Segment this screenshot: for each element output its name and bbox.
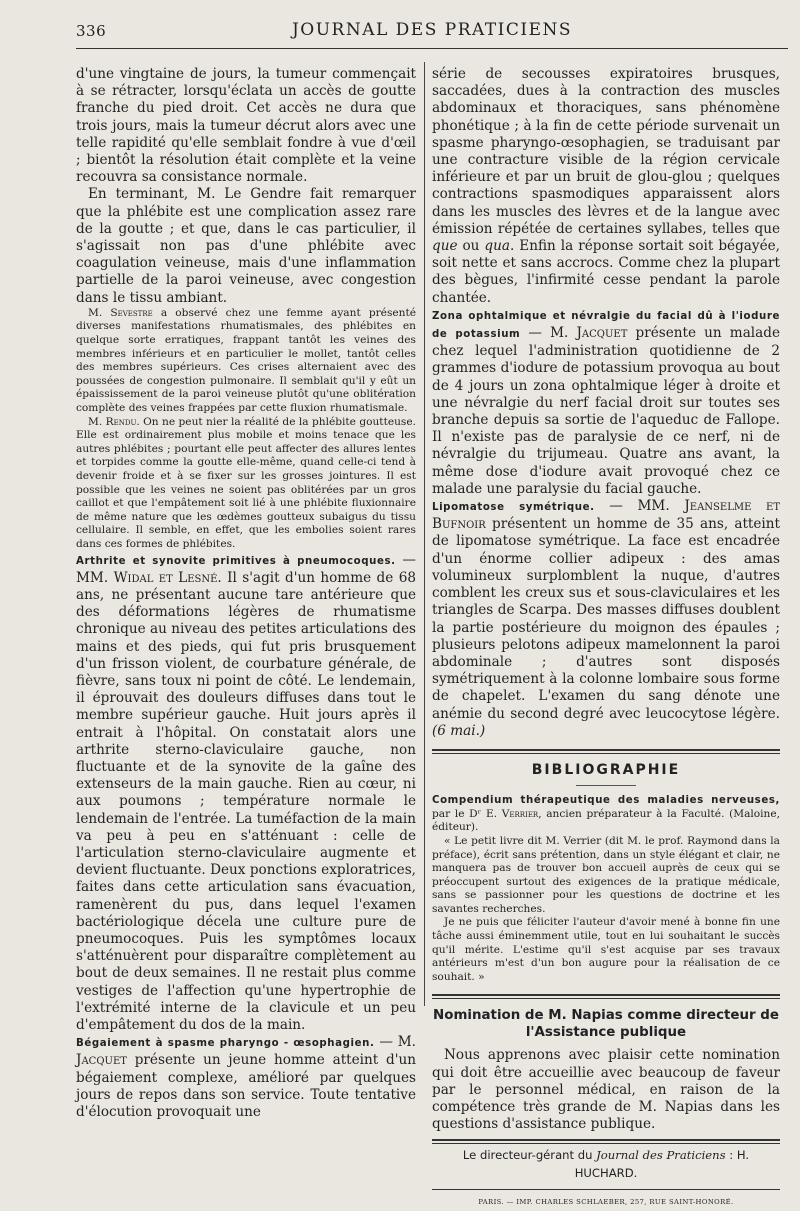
bibliographie-heading: BIBLIOGRAPHIE xyxy=(531,761,681,778)
rubric-compendium: Compendium thérapeutique des maladies nerveuses, xyxy=(432,795,780,807)
paragraph-begaiement-continued xyxy=(432,66,780,307)
arthrite-dash: — MM. xyxy=(76,551,416,586)
nomination-rule-bottom xyxy=(432,998,780,999)
begaiement-dash: — M. xyxy=(374,1034,416,1051)
author-rendu: Rendu xyxy=(105,415,137,428)
biblio-publisher: , ancien préparateur à la Faculté. (Maloine, éditeur). xyxy=(432,807,781,834)
zona-text: présente un malade chez lequel l'administration quotidienne de 2 grammes d'iodure de potassium provoqua au bout de 4 jours un zona ophtalmique léger à droite et une névralgie du nerf facial droit sur toutes ses branche depuis sa sortie de l'aqueduc de Fallope. Il n'existe pas de paralysie de ce nerf, ni de névralgie du trijumeau. Quatre ans avant, la même dose d'iodure avait provoqué chez ce malade une paralysie du facial gauche. xyxy=(432,325,780,497)
biblio-by: par le Dʳ E. xyxy=(432,807,502,820)
rubric-begaiement: Bégaiement à spasme pharyngo - œsophagien. xyxy=(76,1038,375,1050)
sevestre-prefix: M. xyxy=(88,306,111,319)
section-rule-bottom xyxy=(432,753,780,754)
printer-rule xyxy=(432,1189,780,1190)
printer-imprint: PARIS. — IMP. CHARLES SCHLAEBER, 257, RUE SAINT-HONORÉ. xyxy=(478,1197,734,1206)
arthrite-text: . Il s'agit d'un homme de 68 ans, ne présentant aucune tare antérieure que des déformations légères de rhumatisme chronique au niveau des petites articulations des mains et des pieds, qui fut pris brusquement d'un frisson violent, de courbature générale, de fièvre, sans toux ni point de côté. Le lendemain, il éprouvait des douleurs diffuses dans tout le membre supérieur gauche. Huit jours après il entrait à l'hôpital. On constatait alors une arthrite sterno-claviculaire gauche, non fluctuante et de la synovite de la gaîne des extenseurs de la main gauche. Rien au cœur, ni aux poumons ; température normale le lendemain de l'entrée. La tuméfaction de la main va peu à peu en s'atténuant : celle de l'articulation sterno-claviculaire augmente et devient fluctuante. Deux ponctions exploratrices, faites dans cette articulation sans évacuation, ramenèrent du pus, dans lequel l'examen bactériologique décela une culture pure de pneumocoques. Puis les symptômes locaux s'atténuèrent pour disparaître complètement au bout de deux semaines. Il ne restait plus comme vestiges de l'affection qu'une hypertrophie de l'extrémité interne de la clavicule et un peu d'empâtement du dos de la main. xyxy=(76,569,416,1034)
nomination-title: Nomination de M. Napias comme directeur de l'Assistance publique xyxy=(433,1008,779,1041)
begaiement-text: présente un jeune homme atteint d'un bégaiement complexe, amélioré par quelques jours de repos dans son service. Toute tentative d'élocution provoquait une xyxy=(76,1052,416,1121)
author-sevestre: Sevestre xyxy=(110,306,153,319)
nomination-rule-top xyxy=(432,994,780,996)
begaiement-cont-end: . Enfin la réponse sortait soit bégayée, soit nette et sans accrocs. Comme chez la plupart des bègues, l'infirmité cesse pendant la parole chantée. xyxy=(432,238,780,306)
section-rule-top xyxy=(432,749,780,751)
paragraph-sevestre xyxy=(76,307,416,416)
page-header xyxy=(76,20,788,44)
paragraph-lipomatose xyxy=(432,498,780,740)
sevestre-text: a observé chez une femme ayant présenté diverses manifestations rhumatismales, des phlébites en quelque sorte erratiques, frappant tantôt les veines des membres inférieurs et en particulier le mollet, tantôt celles des membres supérieurs. Ces crises alternaient avec des poussées de congestion pulmonaire. Il semblait qu'il y eût un épaississement de la paroi veineuse plutôt qu'une oblitération complète des veines frappées par cette fluxion rhumatismale. xyxy=(76,306,416,414)
rubric-arthrite: Arthrite et synovite primitives à pneumocoques. xyxy=(76,555,396,567)
director-manager-line xyxy=(432,1147,780,1181)
rendu-prefix: M. xyxy=(88,415,106,428)
authors-widal-lesne: Widal et Lesné xyxy=(113,569,218,586)
nomination-paragraph: Nous apprenons avec plaisir cette nomination qui doit être accueillie avec beaucoup de faveur par le personnel médical, en raison de la compétence très grande de M. Napias dans les questions d'assistance publique. xyxy=(432,1047,780,1133)
paragraph-rendu xyxy=(76,416,416,552)
gerant-name: : H. HUCHARD. xyxy=(574,1148,750,1180)
bibliography-quote-1: « Le petit livre dit M. Verrier (dit M. le prof. Raymond dans la préface), écrit sans prétention, dans un style élégant et clair, ne manquera pas de trouver bon accueil auprès de ceux qui se préoccupent surtout des exigences de la pratique médicale, sans se passionner pour les questions de doctrine et les savantes recherches. xyxy=(432,834,780,915)
column-divider xyxy=(424,62,425,1006)
bibliography-entry xyxy=(432,794,780,835)
header-rule xyxy=(76,48,788,49)
rubric-zona: Zona ophtalmique et névralgie du facial dû à l'iodure de potassium xyxy=(432,310,780,341)
paragraph-begaiement xyxy=(76,1034,416,1121)
gerant-prefix: Le directeur-gérant du xyxy=(462,1148,597,1163)
zona-dash: — M. xyxy=(520,325,577,342)
authors-jeanselme-bufnoir: Jeanselme et Bufnoir xyxy=(432,498,780,533)
page-number: 336 xyxy=(76,22,107,40)
bibliography-quote-2: Je ne puis que féliciter l'auteur d'avoir mené à bonne fin une tâche aussi éminemment utile, tout en lui souhaitant le succès qu'il mérite. L'estime qu'il s'est acquise par ses travaux antérieurs m'est d'un bon augure pour la réalisation de ce souhait. » xyxy=(432,916,780,983)
footer-rule-top xyxy=(432,1139,780,1141)
right-column xyxy=(432,66,780,1211)
gerant-journal: Journal des Praticiens xyxy=(596,1148,726,1163)
bibliographie-divider xyxy=(576,785,636,786)
paragraph-le-gendre-case: d'une vingtaine de jours, la tumeur commençait à se rétracter, lorsqu'éclata un accès de goutte franche du pied droit. Cet accès ne dura que trois jours, mais la tumeur décrut alors avec une telle rapidité qu'elle semblait fondre à vue d'œil ; bientôt la résolution était complète et la veine recouvra sa consistance normale. xyxy=(76,66,416,186)
paragraph-le-gendre-conclusion: En terminant, M. Le Gendre fait remarquer que la phlébite est une complication assez rare de la goutte ; et que, dans le cas particulier, il s'agissait non pas d'une phlébite avec coagulation veineuse, mais d'une inflammation partielle de la paroi veineuse, avec congestion dans le tissu ambiant. xyxy=(76,186,416,306)
lipomatose-dash: — MM. xyxy=(594,498,685,515)
word-qua: qua xyxy=(484,238,510,255)
paragraph-zona xyxy=(432,307,780,498)
word-ou: ou xyxy=(457,238,485,255)
journal-title: JOURNAL DES PRATICIENS xyxy=(291,20,573,40)
footer-rule-bottom xyxy=(432,1143,780,1144)
begaiement-cont-text: série de secousses expiratoires brusques, saccadées, dues à la contraction des muscles abdominaux et thoraciques, sans phénomène phonétique ; à la fin de cette période survenait un spasme pharyngo-œsophagien, se traduisant par une contracture visible de la région cervicale inférieure et par un bruit de glou-glou ; quelques contractions spasmodiques apparaissent alors dans les muscles des lèvres et de la langue avec émission répétée de certaines syllabes, telles que xyxy=(432,66,780,237)
session-date: (6 mai.) xyxy=(432,722,486,739)
author-jacquet-zona: Jacquet xyxy=(576,325,628,342)
lipomatose-text: présentent un homme de 35 ans, atteint de lipomatose symétrique. La face est encadrée d'un énorme collier adipeux : des amas volumineux surplomblent la nuque, d'autres comblent les creux sus et sous-claviculaires et les triangles de Scarpa. Des masses diffuses doublent la partie postérieure du moignon des épaules ; plusieurs pelotons adipeux mamelonnent la paroi abdominale ; d'autres sont disposés symétriquement à la colonne lombaire sous forme de chapelet. L'examen du sang dénote une anémie du second degré avec leucocytose légère. xyxy=(432,516,780,722)
paragraph-arthrite xyxy=(76,552,416,1035)
rubric-lipomatose: Lipomatose symétrique. xyxy=(432,502,595,514)
left-column xyxy=(76,66,416,1121)
rendu-text: . On ne peut nier la réalité de la phlébite goutteuse. Elle est ordinairement plus mobile et moins tenace que les autres phlébites ; pourtant elle peut affecter des allures lentes et torpides comme la goutte elle-même, quand celle-ci tend à devenir froide et à se fixer sur les grosses jointures. Il est possible que les veines ne soient pas oblitérées par un gros caillot et que l'empâtement soit lié à une phlébite fluxionnaire de même nature que les œdèmes goutteux subaigus du tissu cellulaire. Il semble, en effet, que les embolies soient rares dans ces formes de phlébites. xyxy=(76,415,416,550)
author-verrier: Verrier xyxy=(501,807,539,820)
author-jacquet: Jacquet xyxy=(76,1052,127,1069)
word-que: que xyxy=(432,238,458,255)
